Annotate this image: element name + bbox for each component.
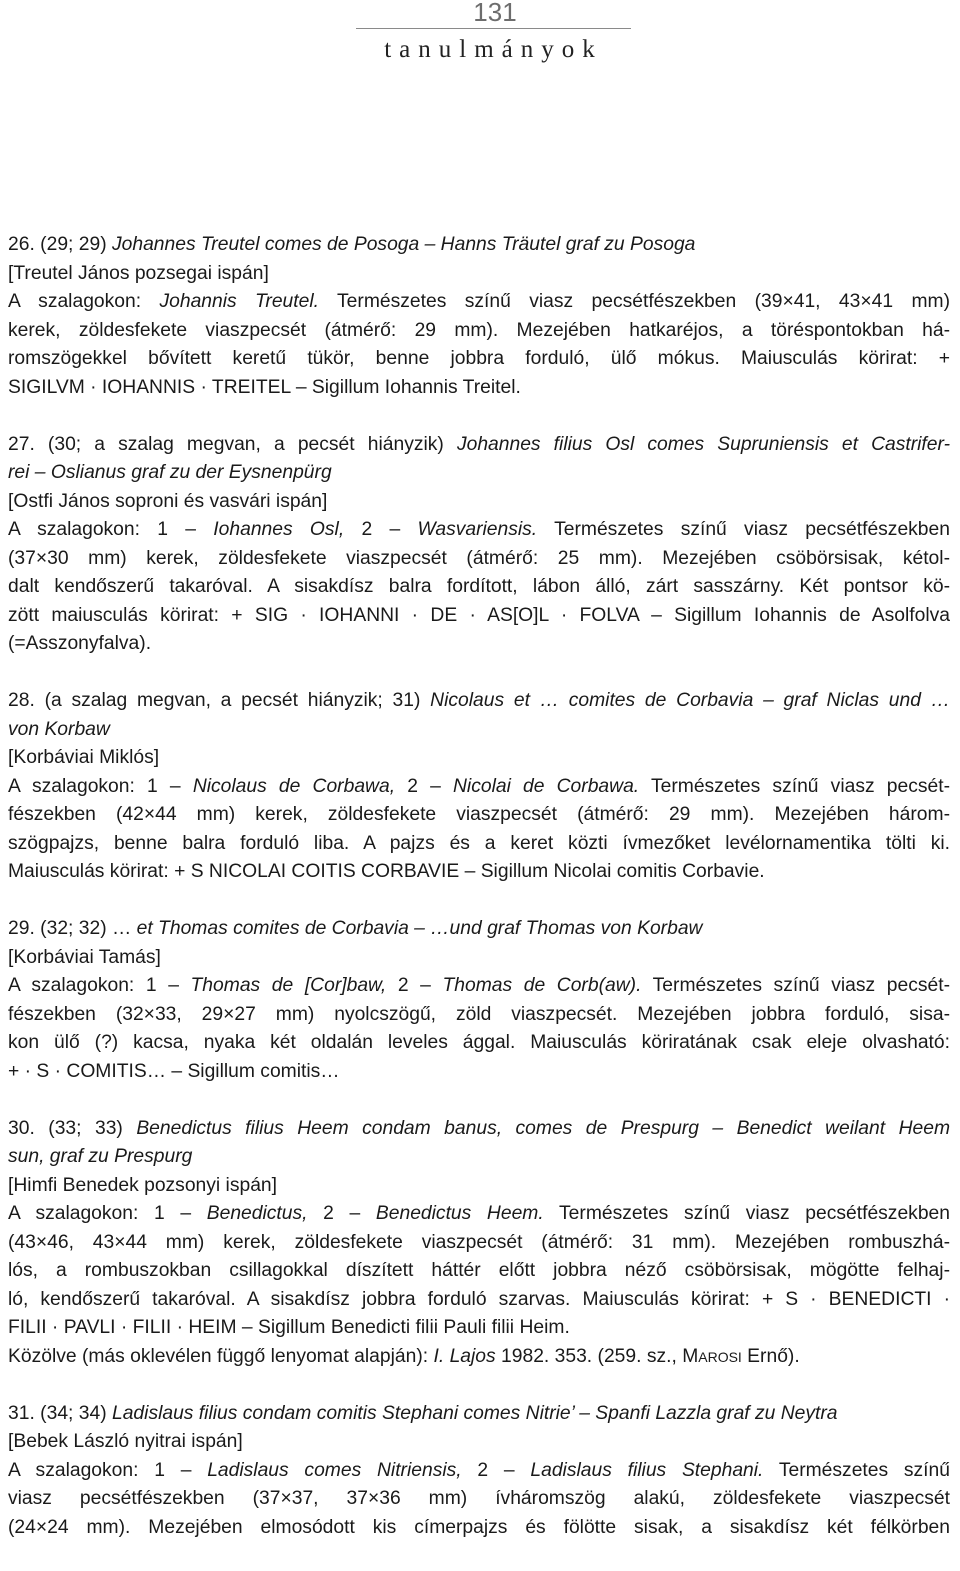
text-segment: Természetes színű viasz pecsét- bbox=[641, 975, 950, 996]
entry-number: 26. bbox=[8, 234, 35, 255]
text-segment: A szalagokon: 1 – bbox=[8, 1203, 207, 1224]
entry-text-line: lós, a rombuszokban csillagokkal díszített háttér előtt jobbra néző csöbörsisak, mögötte felhaj- bbox=[8, 1260, 950, 1281]
entry-text-line bbox=[8, 773, 950, 802]
entry-text-line: fészekben (32×33, 29×27 mm) nyolcszögű, zöld viaszpecsét. Mezejében jobbra forduló, sisa- bbox=[8, 1003, 950, 1025]
entry-reference: (34; 34) bbox=[34, 1402, 112, 1424]
header-rule bbox=[356, 28, 631, 29]
text-segment: A szalagokon: 1 – bbox=[8, 775, 193, 797]
entry-text-line: kerek, zöldesfekete viaszpecsét (átmérő: 29 mm). Mezejében hatkaréjos, a töréspontokban há- bbox=[8, 319, 950, 341]
entry-hungarian-name: [Ostfi János soproni és vasvári ispán] bbox=[8, 490, 328, 512]
text-segment-italic: Johannis Treutel. bbox=[159, 291, 319, 312]
text-segment: Természetes színű viasz pecsét- bbox=[639, 775, 950, 797]
entry-reference: (32; 32) … bbox=[34, 918, 137, 939]
text-segment: A szalagokon: 1 – bbox=[8, 1459, 208, 1481]
entry-text-line: romszögekkel bővített keretű tükör, benne jobbra forduló, ülő mókus. Maiusculás körirat: + bbox=[8, 348, 950, 369]
entry-text-line: (=Asszonyfalva). bbox=[8, 633, 152, 654]
text-segment: 2 – bbox=[344, 519, 418, 540]
entry-hungarian-name: [Korbáviai Tamás] bbox=[8, 946, 161, 968]
text-segment-italic: Benedictus, bbox=[206, 1203, 308, 1224]
text-segment-italic: Ladislaus filius Stephani. bbox=[530, 1459, 764, 1481]
entry-latin-title: Ladislaus filius condam comitis Stephani comes Nitrie’ – Spanfi Lazzla graf zu Neytra bbox=[111, 1402, 838, 1424]
entry-latin-title: Nicolaus et … comites de Corbavia – graf Niclas und … bbox=[430, 690, 951, 711]
entry-text-line: szögpajzs, benne balra forduló liba. A pajzs és a keret közti ívmezőket levélornamentika tölti ki. bbox=[8, 832, 950, 854]
entry-publication-note bbox=[8, 1343, 950, 1372]
entry-text-line: Maiusculás körirat: + S NICOLAI COITIS CORBAVIE – Sigillum Nicolai comitis Corbavie. bbox=[8, 861, 765, 882]
text-segment-italic: Iohannes Osl, bbox=[213, 519, 345, 540]
text-segment-italic: sun, graf zu Prespurg bbox=[8, 1146, 193, 1167]
entry-26 bbox=[8, 231, 950, 402]
text-segment: 2 – bbox=[307, 1203, 376, 1224]
text-segment: A szalagokon: 1 – bbox=[8, 975, 191, 996]
entry-heading bbox=[8, 687, 950, 716]
document-body bbox=[8, 231, 950, 1571]
text-segment-italic: Benedictus Heem. bbox=[375, 1203, 544, 1224]
entry-30 bbox=[8, 1115, 950, 1372]
text-segment-italic: Nicolai de Corbawa. bbox=[453, 775, 640, 797]
entry-text-line: ló, kendőszerű takaróval. A sisakdísz jobbra forduló szarvas. Maiusculás körirat: + S · BENEDICTI · bbox=[8, 1288, 950, 1310]
entry-number: 31. bbox=[8, 1402, 35, 1424]
text-segment-italic: Thomas de [Cor]baw, bbox=[190, 975, 387, 996]
text-segment-italic: Ladislaus comes Nitriensis, bbox=[207, 1459, 462, 1481]
text-segment: 2 – bbox=[386, 975, 443, 996]
entry-latin-title: et Thomas comites de Corbavia – …und graf Thomas von Korbaw bbox=[136, 918, 703, 939]
entry-number: 29. bbox=[8, 918, 35, 939]
entry-text-line bbox=[8, 516, 950, 545]
entry-text-line: SIGILVM · IOHANNIS · TREITEL – Sigillum Iohannis Treitel. bbox=[8, 376, 521, 398]
entry-reference: (33; 33) bbox=[34, 1117, 137, 1139]
entry-text-line bbox=[8, 972, 950, 1001]
entry-latin-title-cont bbox=[8, 1143, 950, 1172]
entry-reference: (a szalag megvan, a pecsét hiányzik; 31) bbox=[34, 690, 431, 711]
entry-number: 30. bbox=[8, 1117, 35, 1139]
text-segment: Természetes színű bbox=[763, 1459, 950, 1481]
text-segment: 1982. 353. (259. sz., bbox=[495, 1345, 683, 1367]
section-title: tanulmányok bbox=[384, 36, 603, 63]
entry-text-line: fészekben (42×44 mm) kerek, zöldesfekete viaszpecsét (átmérő: 29 mm). Mezejében három- bbox=[8, 804, 950, 825]
entry-heading bbox=[8, 231, 950, 260]
entry-heading bbox=[8, 1115, 950, 1144]
entry-text-line: FILII · PAVLI · FILII · HEIM – Sigillum Benedicti filii Pauli filii Heim. bbox=[8, 1317, 570, 1338]
entry-text-line bbox=[8, 288, 950, 317]
text-segment: 2 – bbox=[395, 775, 453, 797]
entry-reference: (29; 29) bbox=[40, 234, 107, 255]
entry-reference: (30; a szalag megvan, a pecsét hiányzik) bbox=[34, 433, 457, 455]
entry-text-line: (24×24 mm). Mezejében elmosódott kis címerpajzs és fölötte sisak, a sisakdísz két félkörben bbox=[8, 1516, 950, 1538]
entry-text-line: (43×46, 43×44 mm) kerek, zöldesfekete viaszpecsét (átmérő: 31 mm). Mezejében rombuszhá- bbox=[8, 1231, 950, 1253]
entry-text-line: zött maiusculás körirat: + SIG · IOHANNI · DE · AS[O]L · FOLVA – Sigillum Iohannis de Asolfolva bbox=[8, 604, 950, 626]
text-segment-italic: I. Lajos bbox=[433, 1345, 496, 1367]
page-header bbox=[0, 0, 960, 80]
entry-text-line: + · S · COMITIS… – Sigillum comitis… bbox=[8, 1060, 340, 1082]
entry-hungarian-name: [Bebek László nyitrai ispán] bbox=[8, 1431, 243, 1452]
entry-hungarian-name: [Korbáviai Miklós] bbox=[8, 747, 160, 768]
text-segment: Természetes színű viasz pecsétfészekben (39×41, 43×41 mm) bbox=[319, 291, 950, 312]
text-segment-italic: Thomas de Corb(aw). bbox=[442, 975, 642, 996]
entry-number: 28. bbox=[8, 690, 35, 711]
text-segment: Ernő). bbox=[741, 1345, 800, 1367]
entry-text-line: dalt kendőszerű takaróval. A sisakdísz balra fordított, lábon álló, zárt sasszárny. Két pontsor kö- bbox=[8, 576, 950, 597]
entry-latin-title-cont bbox=[8, 716, 950, 745]
entry-latin-title: Johannes filius Osl comes Supruniensis et Castrifer- bbox=[456, 433, 950, 455]
entry-hungarian-name: [Himfi Benedek pozsonyi ispán] bbox=[8, 1174, 278, 1196]
entry-31 bbox=[8, 1400, 950, 1543]
entry-hungarian-name: [Treutel János pozsegai ispán] bbox=[8, 262, 269, 284]
text-segment-italic: Nicolaus de Corbawa, bbox=[192, 775, 396, 797]
entry-heading bbox=[8, 1400, 950, 1429]
text-segment: 2 – bbox=[461, 1459, 531, 1481]
entry-text-line bbox=[8, 1200, 950, 1229]
page-number: 131 bbox=[473, 0, 517, 27]
text-segment-italic: Wasvariensis. bbox=[417, 519, 538, 540]
entry-number: 27. bbox=[8, 433, 35, 455]
entry-28 bbox=[8, 687, 950, 887]
author-small-caps: Marosi bbox=[682, 1345, 742, 1367]
text-segment-italic: rei – Oslianus graf zu der Eysnenpürg bbox=[8, 462, 332, 483]
text-segment: A szalagokon: 1 – bbox=[8, 519, 214, 540]
entry-text-line bbox=[8, 1457, 950, 1486]
text-segment: Természetes színű viasz pecsétfészekben bbox=[543, 1203, 950, 1224]
entry-29 bbox=[8, 915, 950, 1086]
entry-latin-title: Benedictus filius Heem condam banus, comes de Prespurg – Benedict weilant Heem bbox=[136, 1117, 951, 1139]
entry-latin-title: Johannes Treutel comes de Posoga – Hanns Träutel graf zu Posoga bbox=[111, 234, 696, 255]
entry-latin-title-cont bbox=[8, 459, 950, 488]
entry-text-line: viasz pecsétfészekben (37×37, 37×36 mm) ívháromszög alakú, zöldesfekete viaszpecsét bbox=[8, 1488, 950, 1509]
entry-text-line: kon ülő (?) kacsa, nyaka két oldalán leveles ággal. Maiusculás köriratának csak eleje olvasható: bbox=[8, 1032, 950, 1053]
text-segment-italic: von Korbaw bbox=[8, 718, 110, 740]
text-segment: A szalagokon: bbox=[8, 291, 160, 312]
entry-27 bbox=[8, 431, 950, 659]
text-segment: Természetes színű viasz pecsétfészekben bbox=[537, 519, 950, 540]
entry-heading bbox=[8, 915, 950, 944]
entry-heading bbox=[8, 431, 950, 460]
text-segment: Közölve (más oklevélen függő lenyomat alapján): bbox=[8, 1345, 434, 1367]
entry-text-line: (37×30 mm) kerek, zöldesfekete viaszpecsét (átmérő: 25 mm). Mezejében csöbörsisak, kétol- bbox=[8, 547, 950, 569]
